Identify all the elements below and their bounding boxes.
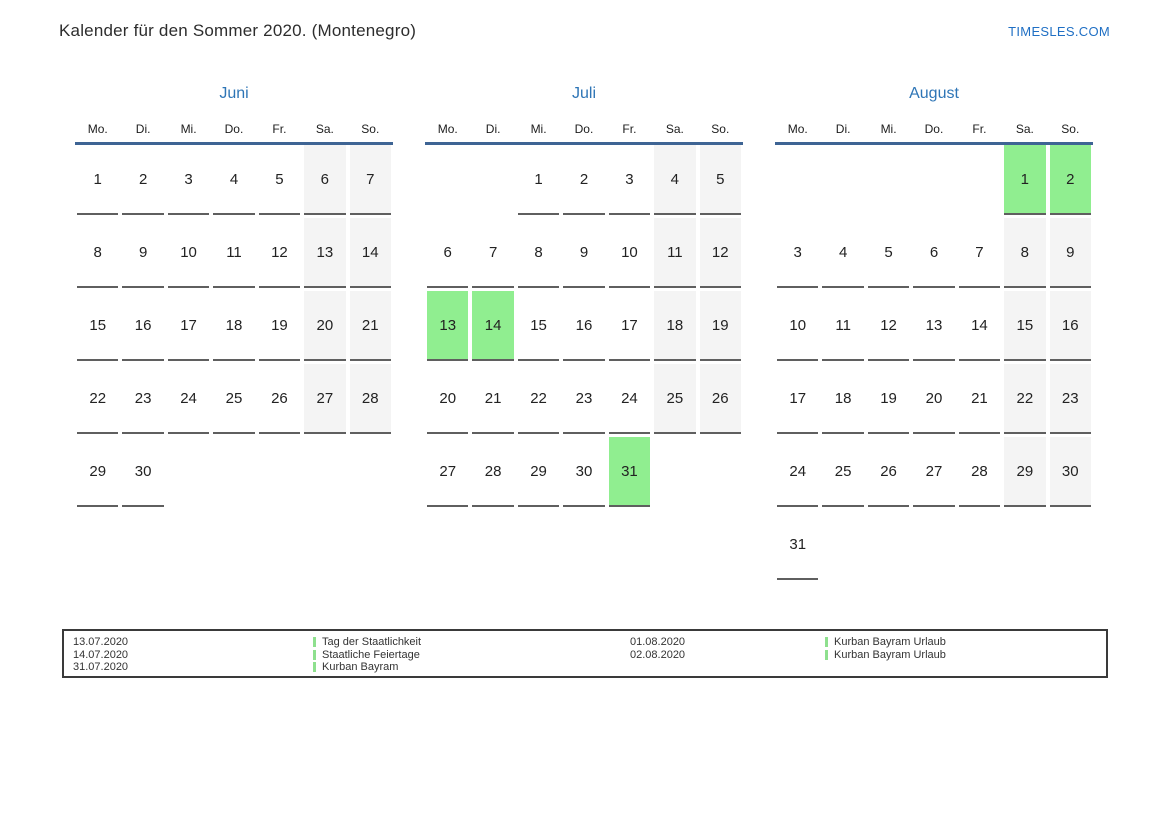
day-cell: 28 bbox=[472, 437, 513, 507]
empty-cell bbox=[427, 145, 468, 213]
day-cell: 4 bbox=[654, 145, 695, 215]
page-title: Kalender für den Sommer 2020. (Montenegro) bbox=[59, 21, 417, 40]
legend bbox=[62, 629, 1108, 678]
holiday-color-bar-icon bbox=[825, 637, 828, 647]
legend-date: 13.07.2020 bbox=[73, 636, 129, 649]
empty-cell bbox=[213, 437, 254, 505]
day-cell: 10 bbox=[777, 291, 818, 361]
day-cell: 14 bbox=[472, 291, 513, 361]
empty-cell bbox=[868, 510, 909, 578]
day-cell: 4 bbox=[822, 218, 863, 288]
day-cell: 29 bbox=[1004, 437, 1045, 507]
weekday-label: Sa. bbox=[665, 122, 684, 136]
day-cell: 16 bbox=[122, 291, 163, 361]
day-cell: 17 bbox=[777, 364, 818, 434]
weekday-label: So. bbox=[1061, 122, 1080, 136]
day-cell: 29 bbox=[77, 437, 118, 507]
calendar-juli bbox=[425, 85, 743, 583]
day-cell: 12 bbox=[259, 218, 300, 288]
calendar-august bbox=[775, 85, 1093, 583]
day-cell: 3 bbox=[777, 218, 818, 288]
day-cell: 27 bbox=[427, 437, 468, 507]
week-row bbox=[425, 437, 743, 510]
weekday-label: Di. bbox=[485, 122, 501, 136]
weekday-label: Mo. bbox=[787, 122, 808, 136]
legend-entry bbox=[630, 648, 946, 660]
empty-cell bbox=[304, 437, 345, 505]
day-cell: 26 bbox=[259, 364, 300, 434]
month-title: August bbox=[909, 85, 959, 102]
legend-label: Staatliche Feiertage bbox=[322, 648, 420, 661]
site-link[interactable]: TIMESLES.COM bbox=[1008, 24, 1110, 39]
day-cell: 11 bbox=[213, 218, 254, 288]
day-cell: 17 bbox=[168, 291, 209, 361]
day-cell: 26 bbox=[868, 437, 909, 507]
legend-entry bbox=[73, 661, 630, 673]
legend-label: Kurban Bayram Urlaub bbox=[834, 636, 946, 649]
day-cell: 6 bbox=[913, 218, 954, 288]
weekday-label: Di. bbox=[135, 122, 151, 136]
holiday-color-bar-icon bbox=[313, 637, 316, 647]
day-cell: 7 bbox=[350, 145, 391, 215]
day-cell: 19 bbox=[700, 291, 741, 361]
week-row bbox=[75, 218, 393, 291]
day-cell: 22 bbox=[518, 364, 559, 434]
day-cell: 3 bbox=[168, 145, 209, 215]
day-cell: 23 bbox=[1050, 364, 1091, 434]
day-cell: 13 bbox=[304, 218, 345, 288]
legend-column bbox=[630, 636, 946, 676]
day-cell: 13 bbox=[913, 291, 954, 361]
weekday-label: Di. bbox=[835, 122, 851, 136]
day-cell: 17 bbox=[609, 291, 650, 361]
weekday-label: Sa. bbox=[315, 122, 334, 136]
day-cell: 18 bbox=[213, 291, 254, 361]
day-cell: 24 bbox=[168, 364, 209, 434]
day-cell: 30 bbox=[1050, 437, 1091, 507]
week-row bbox=[775, 437, 1093, 510]
weekday-label: Mo. bbox=[437, 122, 458, 136]
day-cell: 22 bbox=[77, 364, 118, 434]
day-cell: 20 bbox=[304, 291, 345, 361]
day-cell: 9 bbox=[122, 218, 163, 288]
day-cell: 27 bbox=[913, 437, 954, 507]
day-cell: 30 bbox=[563, 437, 604, 507]
week-row bbox=[775, 364, 1093, 437]
day-cell: 31 bbox=[609, 437, 650, 507]
day-cell: 6 bbox=[427, 218, 468, 288]
legend-label: Tag der Staatlichkeit bbox=[322, 636, 422, 649]
weekday-label: Fr. bbox=[622, 122, 637, 136]
week-row bbox=[75, 437, 393, 510]
day-cell: 23 bbox=[563, 364, 604, 434]
legend-label: Kurban Bayram bbox=[322, 660, 399, 673]
weekday-label: Do. bbox=[924, 122, 944, 136]
day-cell: 21 bbox=[350, 291, 391, 361]
day-cell: 15 bbox=[1004, 291, 1045, 361]
holiday-color-bar-icon bbox=[825, 650, 828, 660]
day-cell: 2 bbox=[1050, 145, 1091, 215]
day-cell: 22 bbox=[1004, 364, 1045, 434]
day-cell: 2 bbox=[563, 145, 604, 215]
day-cell: 9 bbox=[1050, 218, 1091, 288]
legend-entry bbox=[73, 636, 630, 648]
weekday-label: Mi. bbox=[180, 122, 197, 136]
legend-label: Kurban Bayram Urlaub bbox=[834, 648, 946, 661]
empty-cell bbox=[350, 437, 391, 505]
day-cell: 24 bbox=[609, 364, 650, 434]
day-cell: 31 bbox=[777, 510, 818, 580]
legend-date: 02.08.2020 bbox=[630, 648, 686, 661]
day-cell: 10 bbox=[168, 218, 209, 288]
day-cell: 19 bbox=[868, 364, 909, 434]
day-cell: 5 bbox=[868, 218, 909, 288]
day-cell: 25 bbox=[654, 364, 695, 434]
holiday-color-bar-icon bbox=[313, 650, 316, 660]
week-row bbox=[425, 218, 743, 291]
calendar-juni bbox=[75, 85, 393, 583]
day-cell: 23 bbox=[122, 364, 163, 434]
day-cell: 14 bbox=[350, 218, 391, 288]
day-cell: 16 bbox=[563, 291, 604, 361]
day-cell: 14 bbox=[959, 291, 1000, 361]
day-cell: 20 bbox=[427, 364, 468, 434]
empty-cell bbox=[1004, 510, 1045, 578]
holiday-color-bar-icon bbox=[313, 662, 316, 672]
empty-cell bbox=[472, 145, 513, 213]
weekday-label: Mo. bbox=[87, 122, 108, 136]
empty-cell bbox=[913, 510, 954, 578]
empty-cell bbox=[654, 437, 695, 505]
day-cell: 16 bbox=[1050, 291, 1091, 361]
day-cell: 10 bbox=[609, 218, 650, 288]
day-cell: 21 bbox=[959, 364, 1000, 434]
empty-cell bbox=[913, 145, 954, 213]
weekday-header-row bbox=[75, 118, 393, 140]
month-title: Juni bbox=[219, 85, 249, 102]
legend-column bbox=[73, 636, 630, 676]
day-cell: 4 bbox=[213, 145, 254, 215]
week-row bbox=[775, 145, 1093, 218]
legend-date: 14.07.2020 bbox=[73, 648, 129, 661]
week-row bbox=[425, 145, 743, 218]
day-cell: 25 bbox=[213, 364, 254, 434]
empty-cell bbox=[1050, 510, 1091, 578]
day-cell: 19 bbox=[259, 291, 300, 361]
day-cell: 3 bbox=[609, 145, 650, 215]
empty-cell bbox=[868, 145, 909, 213]
day-cell: 25 bbox=[822, 437, 863, 507]
weekday-label: Sa. bbox=[1015, 122, 1034, 136]
weekday-header-row bbox=[425, 118, 743, 140]
weekday-label: So. bbox=[361, 122, 380, 136]
empty-cell bbox=[822, 145, 863, 213]
weekday-label: So. bbox=[711, 122, 730, 136]
week-row bbox=[775, 510, 1093, 583]
day-cell: 8 bbox=[77, 218, 118, 288]
empty-cell bbox=[959, 510, 1000, 578]
day-cell: 18 bbox=[822, 364, 863, 434]
week-row bbox=[425, 364, 743, 437]
weekday-label: Mi. bbox=[880, 122, 897, 136]
day-cell: 5 bbox=[700, 145, 741, 215]
day-cell: 26 bbox=[700, 364, 741, 434]
week-row bbox=[775, 291, 1093, 364]
day-cell: 29 bbox=[518, 437, 559, 507]
day-cell: 12 bbox=[868, 291, 909, 361]
day-cell: 1 bbox=[1004, 145, 1045, 215]
weekday-label: Do. bbox=[224, 122, 244, 136]
day-cell: 1 bbox=[77, 145, 118, 215]
day-cell: 21 bbox=[472, 364, 513, 434]
day-cell: 15 bbox=[77, 291, 118, 361]
day-cell: 9 bbox=[563, 218, 604, 288]
weekday-header-row bbox=[775, 118, 1093, 140]
day-cell: 30 bbox=[122, 437, 163, 507]
day-cell: 24 bbox=[777, 437, 818, 507]
empty-cell bbox=[822, 510, 863, 578]
day-cell: 27 bbox=[304, 364, 345, 434]
day-cell: 13 bbox=[427, 291, 468, 361]
legend-date: 31.07.2020 bbox=[73, 660, 129, 673]
empty-cell bbox=[700, 437, 741, 505]
day-cell: 7 bbox=[959, 218, 1000, 288]
day-cell: 18 bbox=[654, 291, 695, 361]
day-cell: 12 bbox=[700, 218, 741, 288]
day-cell: 6 bbox=[304, 145, 345, 215]
day-cell: 2 bbox=[122, 145, 163, 215]
day-cell: 15 bbox=[518, 291, 559, 361]
week-row bbox=[775, 218, 1093, 291]
empty-cell bbox=[959, 145, 1000, 213]
day-cell: 8 bbox=[1004, 218, 1045, 288]
day-cell: 11 bbox=[822, 291, 863, 361]
legend-date: 01.08.2020 bbox=[630, 636, 686, 649]
empty-cell bbox=[777, 145, 818, 213]
week-row bbox=[75, 364, 393, 437]
weekday-label: Mi. bbox=[530, 122, 547, 136]
empty-cell bbox=[168, 437, 209, 505]
week-row bbox=[425, 291, 743, 364]
day-cell: 28 bbox=[350, 364, 391, 434]
weekday-label: Fr. bbox=[972, 122, 987, 136]
calendars bbox=[75, 85, 1093, 583]
week-row bbox=[75, 145, 393, 218]
day-cell: 20 bbox=[913, 364, 954, 434]
day-cell: 1 bbox=[518, 145, 559, 215]
empty-cell bbox=[259, 437, 300, 505]
day-cell: 8 bbox=[518, 218, 559, 288]
month-title: Juli bbox=[571, 85, 596, 102]
legend-entry bbox=[73, 648, 630, 660]
weekday-label: Do. bbox=[574, 122, 594, 136]
weekday-label: Fr. bbox=[272, 122, 287, 136]
day-cell: 5 bbox=[259, 145, 300, 215]
legend-entry bbox=[630, 636, 946, 648]
day-cell: 28 bbox=[959, 437, 1000, 507]
day-cell: 7 bbox=[472, 218, 513, 288]
week-row bbox=[75, 291, 393, 364]
day-cell: 11 bbox=[654, 218, 695, 288]
